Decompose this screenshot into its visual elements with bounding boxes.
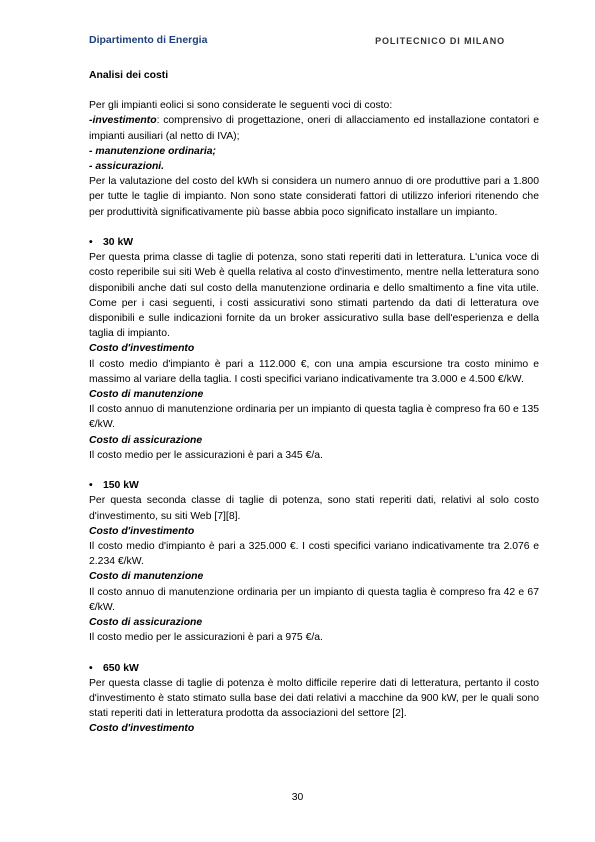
bullet-icon: • (89, 662, 93, 674)
investment-text: Il costo medio d'impianto è pari a 325.000 €. I costi specifici variano indicativamente tra 2.076 e 2.234 €/kW. (89, 541, 539, 568)
investment-text: Il costo medio d'impianto è pari a 112.000 €, con una ampia escursione tra costo minimo e massimo al variare della taglia. I costi specifici variano indicativamente tra 3.000 e 4.500 €/kW. (89, 358, 539, 385)
page-number: 30 (291, 792, 304, 803)
document-body (89, 68, 539, 737)
heading-text: 650 kW (103, 662, 139, 674)
cost-item-label: - manutenzione ordinaria (89, 145, 213, 157)
section-30kw-heading (89, 235, 539, 250)
cost-item-label: - assicurazioni. (89, 161, 165, 173)
department-name: Dipartimento di Energia (89, 34, 208, 46)
bullet-icon: • (89, 237, 93, 249)
insurance-subheading: Costo di assicurazione (89, 617, 203, 629)
section-650kw-heading (89, 661, 539, 676)
cost-item-assicurazioni (89, 159, 539, 174)
intro-paragraph: Per gli impianti eolici si sono considerate le seguenti voci di costo: (89, 100, 393, 112)
investment-subheading: Costo d'investimento (89, 343, 195, 355)
cost-item-investimento (89, 113, 539, 143)
maintenance-text: Il costo annuo di manutenzione ordinaria per un impianto di questa taglia è compreso fra 60 e 135 €/kW. (89, 404, 539, 431)
insurance-text: Il costo medio per le assicurazioni è pari a 975 €/a. (89, 632, 323, 644)
section-150kw-heading (89, 478, 539, 493)
cost-item-manutenzione (89, 144, 539, 159)
cost-item-label: -investimento (89, 115, 157, 127)
maintenance-subheading: Costo di manutenzione (89, 571, 204, 583)
investment-subheading: Costo d'investimento (89, 723, 195, 735)
investment-subheading: Costo d'investimento (89, 525, 195, 537)
section-650kw-intro: Per questa classe di taglie di potenza è molto difficile reperire dati di letteratura, pertanto il costo d'investimento è stato stimato sulla base dei dati relativi a macchine da 900 kW, per le quali sono stati reperiti dati in letteratura prodotta da associazioni del settore [2]. (89, 677, 539, 720)
section-title: Analisi dei costi (89, 70, 169, 81)
insurance-subheading: Costo di assicurazione (89, 434, 203, 446)
valuation-paragraph: Per la valutazione del costo del kWh si considera un numero annuo di ore produttive pari a 1.800 per tutte le taglie di impianto. Non sono state considerati fattori di utilizzo inferiori ritenendo che per produttività significativamente più basse abbia poco significato installare un impianto. (89, 176, 539, 218)
heading-text: 150 kW (103, 480, 139, 492)
maintenance-text: Il costo annuo di manutenzione ordinaria per un impianto di questa taglia è compreso fra 42 e 67 €/kW. (89, 586, 539, 613)
section-30kw-intro: Per questa prima classe di taglie di potenza, sono stati reperiti dati in letteratura. L'unica voce di costo reperibile sui siti Web è quella relativa al costo d'investimento, mentre nella letteratura sono disponibili anche dati sul costo della manutenzione ordinaria e dello smaltimento a fine vita utile. Come per i casi seguenti, i costi assicurativi sono stimati partendo da dati di letteratura ove disponibili e sulle indicazioni fornite da un broker assicurativo sulla base dell'esperienza e della taglia di impianto. (89, 252, 539, 340)
cost-item-text: : comprensivo di progettazione, oneri di allacciamento ed installazione contatori e impianti ausiliari (al netto di IVA); (89, 115, 539, 142)
cost-item-suffix: ; (212, 145, 217, 157)
insurance-text: Il costo medio per le assicurazioni è pari a 345 €/a. (89, 449, 323, 461)
maintenance-subheading: Costo di manutenzione (89, 389, 204, 401)
section-150kw-intro: Per questa seconda classe di taglie di potenza, sono stati reperiti dati, relativi al solo costo d'investimento, su siti Web [7][8]. (89, 495, 539, 522)
page-header (89, 34, 505, 50)
heading-text: 30 kW (103, 237, 134, 249)
institution-name: POLITECNICO DI MILANO (375, 36, 505, 46)
bullet-icon: • (89, 480, 93, 492)
